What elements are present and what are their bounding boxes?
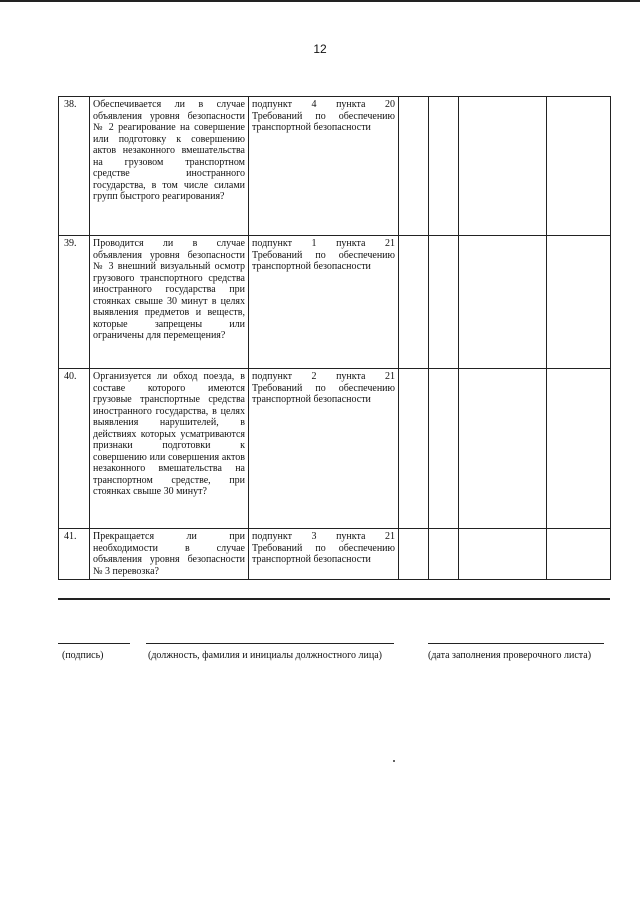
row-number: 38.: [59, 97, 90, 236]
question-cell: Организуется ли обход поезда, в составе которого имеются грузовые транспортные средства иностранного государства, в целях выявления нарушителей, в действиях которых усматриваются признаки подготовки к совершению или совершения актов незаконного вмешательства на транспортном средстве, при стоянках свыше 30 минут?: [90, 369, 249, 529]
table-row: [59, 529, 611, 580]
page-top-border: [0, 0, 640, 2]
question-cell: Обеспечивается ли в случае объявления уровня безопасности № 2 реагирование на совершение или подготовку к совершению актов незаконного вмешательства на грузовом транспортном средстве иностранного государства, в том числе силами групп быстрого реагирования?: [90, 97, 249, 236]
position-label: (должность, фамилия и инициалы должностного лица): [148, 650, 382, 661]
row-number: 39.: [59, 236, 90, 369]
answer-cell-yes[interactable]: [399, 529, 429, 580]
note-cell[interactable]: [547, 369, 611, 529]
answer-cell-na[interactable]: [459, 236, 547, 369]
note-cell[interactable]: [547, 529, 611, 580]
answer-cell-na[interactable]: [459, 97, 547, 236]
note-cell[interactable]: [547, 236, 611, 369]
requirement-cell: подпункт 1 пункта 21 Требований по обеспечению транспортной безопасности: [249, 236, 399, 369]
row-number: 40.: [59, 369, 90, 529]
date-line[interactable]: [428, 643, 604, 644]
requirement-cell: подпункт 2 пункта 21 Требований по обеспечению транспортной безопасности: [249, 369, 399, 529]
section-divider: [58, 598, 610, 600]
answer-cell-na[interactable]: [459, 529, 547, 580]
signature-line[interactable]: [58, 643, 130, 644]
answer-cell-na[interactable]: [459, 369, 547, 529]
scan-speck: [393, 760, 395, 762]
question-cell: Прекращается ли при необходимости в случае объявления уровня безопасности № 3 перевозка?: [90, 529, 249, 580]
answer-cell-no[interactable]: [429, 529, 459, 580]
requirement-cell: подпункт 3 пункта 21 Требований по обеспечению транспортной безопасности: [249, 529, 399, 580]
checklist-table: [58, 96, 611, 580]
table-row: [59, 369, 611, 529]
date-label: (дата заполнения проверочного листа): [428, 650, 592, 661]
table-row: [59, 97, 611, 236]
requirement-cell: подпункт 4 пункта 20 Требований по обеспечению транспортной безопасности: [249, 97, 399, 236]
answer-cell-yes[interactable]: [399, 369, 429, 529]
answer-cell-yes[interactable]: [399, 97, 429, 236]
table-row: [59, 236, 611, 369]
position-line[interactable]: [146, 643, 394, 644]
page-number: 12: [313, 42, 327, 56]
answer-cell-no[interactable]: [429, 97, 459, 236]
answer-cell-no[interactable]: [429, 236, 459, 369]
row-number: 41.: [59, 529, 90, 580]
note-cell[interactable]: [547, 97, 611, 236]
answer-cell-no[interactable]: [429, 369, 459, 529]
signature-label: (подпись): [62, 650, 104, 661]
answer-cell-yes[interactable]: [399, 236, 429, 369]
question-cell: Проводится ли в случае объявления уровня безопасности № 3 внешний визуальный осмотр грузового транспортного средства иностранного государства при стоянках свыше 30 минут в целях выявления предметов и веществ, которые запрещены или ограничены для перемещения?: [90, 236, 249, 369]
